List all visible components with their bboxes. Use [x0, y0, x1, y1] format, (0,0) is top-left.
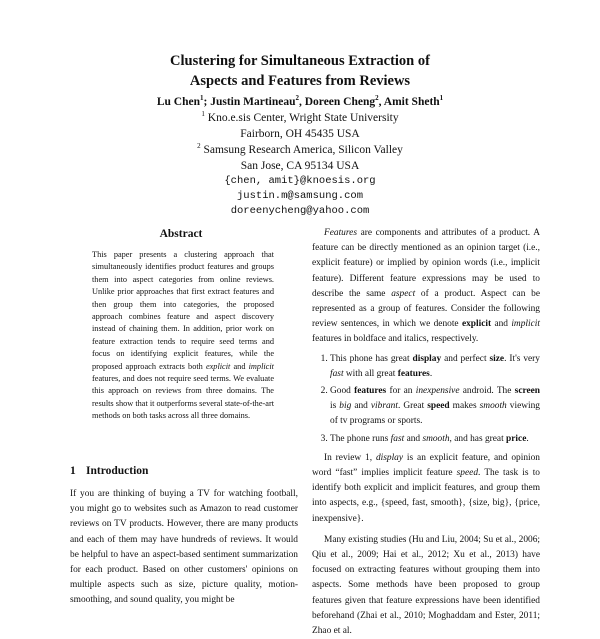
aff-1-line-1: Kno.e.sis Center, Wright State University	[207, 112, 399, 124]
paper-title	[0, 51, 600, 91]
author-sep: ,	[378, 96, 382, 108]
body-text: are components and attributes of a product. A feature can be directly mentioned as an opinion target (i.e., explicit feature) or implied by opinion words (i.e., implicit feature). Different feature expressions may be used to describe the same	[312, 228, 540, 299]
em-text: aspect	[391, 288, 416, 299]
body-text: features in boldface and italics, respectively.	[312, 334, 479, 345]
abstract-body	[92, 249, 274, 423]
author-1: Lu Chen	[156, 96, 200, 108]
bold-text: price	[506, 433, 527, 444]
body-text: and	[351, 401, 371, 412]
author-2-sup: 2	[295, 94, 299, 103]
affiliation-1	[0, 110, 600, 126]
bold-text: features	[354, 386, 387, 397]
body-text: for an	[386, 386, 416, 397]
body-text: viewing of tv programs or sports.	[330, 401, 540, 427]
em-text: smooth	[479, 401, 507, 412]
em-text: Features	[324, 228, 357, 238]
bold-text: size	[489, 353, 505, 364]
list-item	[330, 352, 540, 382]
features-paragraph	[312, 226, 540, 348]
author-names	[0, 94, 600, 110]
title-line-1: Clustering for Simultaneous Extraction of	[170, 53, 430, 69]
body-text: , and has great	[449, 433, 507, 444]
abstract-text: This paper presents a clustering approach that simultaneously identifies product features and groups them into aspect categories from online reviews. Unlike prior approaches that first extract features and then group them into categories, the proposed approach combines feature and aspect discovery instead of chaining them. In addition, prior work on feature extraction tends to require seed terms and focus on identifying explicit features, while the proposed approach extracts both	[92, 250, 274, 371]
review-examples-list	[312, 352, 540, 447]
bold-text: features	[397, 368, 430, 379]
author-3-sup: 2	[375, 94, 379, 103]
right-column	[312, 226, 540, 639]
em-text: fast	[390, 433, 405, 444]
em-text: inexpensive	[415, 386, 460, 397]
abstract-em: implicit	[248, 361, 274, 371]
list-item	[330, 432, 540, 447]
aff-1-sup: 1	[201, 110, 205, 119]
author-block	[0, 94, 600, 219]
aff-2-line-1: Samsung Research America, Silicon Valley	[203, 144, 403, 156]
author-sep: ;	[203, 96, 208, 108]
author-4: Amit Sheth	[383, 96, 440, 108]
body-text: of a product. Aspect can be represented as a group of features. Consider the following review sentences, in which we denote	[312, 288, 541, 330]
bold-text: speed	[427, 401, 450, 412]
body-text: Good	[330, 386, 355, 397]
body-text: The phone runs	[330, 433, 391, 444]
em-text: smooth	[422, 433, 450, 444]
aff-2-line-2: San Jose, CA 95134 USA	[240, 160, 360, 172]
body-text: makes	[449, 401, 480, 412]
body-text: . The task is to identify both explicit and implicit features, and group them into aspects, e.g., {speed, fast, smooth}, {size, big}, {price, inexpensive}.	[312, 468, 540, 524]
bold-text: explicit	[461, 319, 492, 330]
abstract-text: and	[230, 361, 249, 371]
body-text: .	[429, 368, 433, 379]
body-text: . Great	[397, 401, 428, 412]
author-4-sup: 1	[439, 94, 444, 103]
body-text: . It's very	[504, 353, 540, 364]
body-text: In review 1,	[324, 452, 376, 463]
bold-text: screen	[514, 386, 541, 397]
author-sep: ,	[299, 96, 302, 108]
email-3: doreenycheng@yahoo.com	[230, 205, 370, 217]
email-2: justin.m@samsung.com	[236, 190, 364, 202]
em-text: display	[375, 452, 404, 463]
title-line-2: Aspects and Features from Reviews	[189, 73, 411, 89]
em-text: big	[339, 401, 352, 412]
abstract-text: features, and does not require seed terms. We evaluate this approach on reviews from three domains. The results show that it outperforms several state-of-the-art methods on both tasks across all three domains.	[92, 374, 275, 421]
list-item	[330, 384, 540, 430]
abstract-em: explicit	[205, 361, 231, 371]
aff-1-line-2: Fairborn, OH 45435 USA	[240, 128, 360, 140]
section-title: Introduction	[86, 465, 149, 477]
aff-2-sup: 2	[197, 142, 201, 151]
body-text: is	[330, 401, 340, 412]
body-text: is an explicit feature, and opinion word “fast” implies implicit feature	[312, 452, 540, 479]
bold-text: display	[412, 353, 442, 364]
section-heading-introduction	[70, 465, 148, 477]
em-text: fast	[330, 368, 344, 379]
author-1-sup: 1	[199, 94, 204, 103]
author-3: Doreen Cheng	[304, 96, 376, 108]
related-work-paragraph: Many existing studies (Hu and Liu, 2004; Su et al., 2006; Qiu et al., 2009; Hai et al., 2012; Xu et al., 2013) have focused on extracting features without grouping them into aspects. Some methods have been proposed to group features given that feature expressions have been identified beforehand (Zhai et al., 2010; Moghaddam and Ester, 2011; Zhao et al.	[312, 534, 540, 637]
body-text: and	[491, 319, 512, 330]
review-analysis-paragraph	[312, 451, 540, 527]
em-text: implicit	[511, 319, 540, 330]
author-2: Justin Martineau	[210, 96, 296, 108]
body-text: with all great	[343, 368, 398, 379]
intro-paragraph: If you are thinking of buying a TV for watching football, you might go to websites such as Amazon to read customer reviews on TV products. However, there are many products and each of them may have hundreds of reviews. It would be helpful to have an aspect-based sentiment summarization for each product. Based on other customers' opinions on multiple aspects such as size, picture quality, motion-smoothing, and sound quality, you might be	[70, 489, 298, 606]
affiliation-2	[0, 142, 600, 158]
body-text: .	[526, 433, 529, 444]
em-text: speed	[456, 468, 479, 479]
abstract-heading: Abstract	[159, 228, 203, 240]
em-text: vibrant	[370, 401, 398, 412]
body-text: and perfect	[441, 353, 490, 364]
body-text: This phone has great	[330, 353, 413, 364]
email-1: {chen, amit}@knoesis.org	[224, 175, 376, 187]
body-text: android. The	[459, 386, 515, 397]
body-text: and	[404, 433, 423, 444]
section-number: 1	[70, 465, 76, 477]
